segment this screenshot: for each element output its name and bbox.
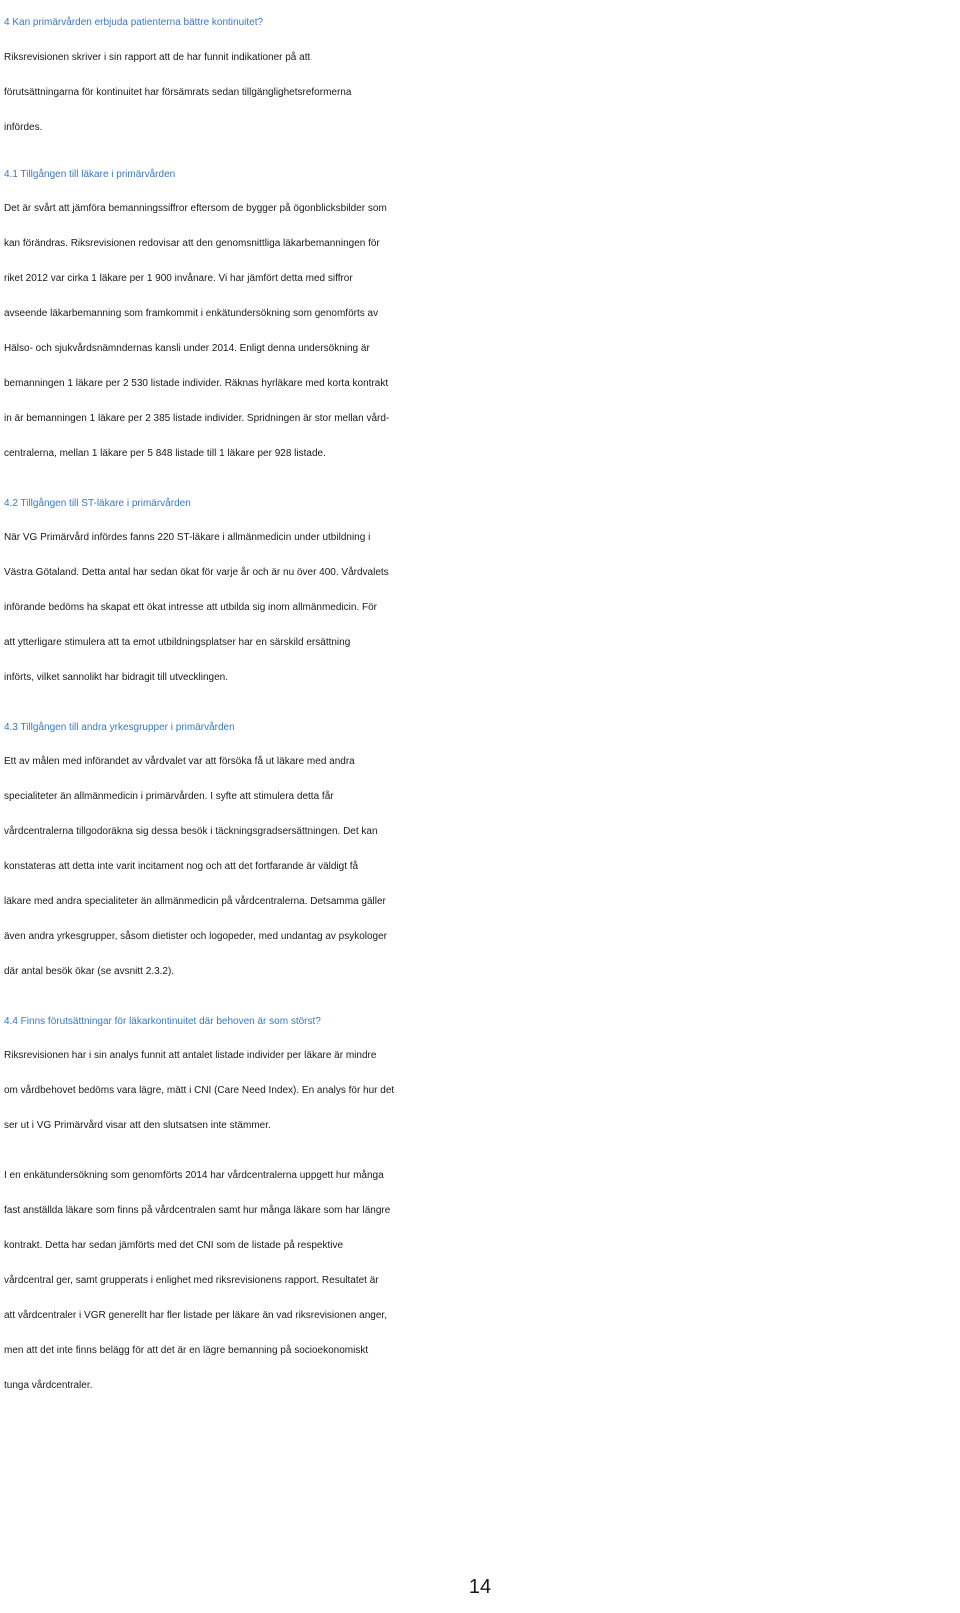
text-line: läkare med andra specialiteter än allmänmedicin på vårdcentralerna. Detsamma gäller	[4, 896, 386, 907]
text-line: Ett av målen med införandet av vårdvalet var att försöka få ut läkare med andra	[4, 756, 355, 767]
text-line: Västra Götaland. Detta antal har sedan ökat för varje år och är nu över 400. Vårdvalets	[4, 567, 389, 578]
text-line: även andra yrkesgrupper, såsom dietister och logopeder, med undantag av psykologer	[4, 931, 388, 942]
text-line: riket 2012 var cirka 1 läkare per 1 900 invånare. Vi har jämfört detta med siffror	[4, 273, 353, 284]
text-line: vårdcentral ger, samt grupperats i enlighet med riksrevisionens rapport. Resultatet är	[4, 1275, 379, 1286]
text-line: fast anställda läkare som finns på vårdcentralen samt hur många läkare som har längre	[4, 1205, 391, 1216]
text-line: om vårdbehovet bedöms vara lägre, mätt i CNI (Care Need Index). En analys för hur det	[4, 1085, 395, 1096]
page-number: 14	[468, 1576, 492, 1598]
section-heading-4-3: 4.3 Tillgången till andra yrkesgrupper i primärvården	[4, 722, 235, 733]
text-line: att ytterligare stimulera att ta emot utbildningsplatser har en särskild ersättning	[4, 637, 351, 648]
text-line: Hälso- och sjukvårdsnämndernas kansli under 2014. Enligt denna undersökning är	[4, 343, 370, 354]
section-4-4-paragraph-2	[4, 1158, 956, 1403]
text-line: införande bedöms ha skapat ett ökat intresse att utbilda sig inom allmänmedicin. För	[4, 602, 377, 613]
section-4-1-paragraph	[4, 191, 956, 471]
section-4-4-paragraph-1	[4, 1038, 956, 1143]
text-line: ser ut i VG Primärvård visar att den slutsatsen inte stämmer.	[4, 1120, 271, 1131]
text-line: in är bemanningen 1 läkare per 2 385 listade individer. Spridningen är stor mellan vård-	[4, 413, 390, 424]
text-line: avseende läkarbemanning som framkommit i enkätundersökning som genomförts av	[4, 308, 379, 319]
text-line: införts, vilket sannolikt har bidragit till utvecklingen.	[4, 672, 228, 683]
chapter-heading: 4 Kan primärvården erbjuda patienterna bättre kontinuitet?	[4, 17, 264, 28]
text-line: bemanningen 1 läkare per 2 530 listade individer. Räknas hyrläkare med korta kontrakt	[4, 378, 389, 389]
section-heading-4-4: 4.4 Finns förutsättningar för läkarkontinuitet där behoven är som störst?	[4, 1016, 321, 1027]
intro-paragraph	[4, 40, 956, 145]
text-line: där antal besök ökar (se avsnitt 2.3.2).	[4, 966, 175, 977]
section-4-2-paragraph	[4, 520, 956, 695]
text-line: Riksrevisionen har i sin analys funnit att antalet listade individer per läkare är mindre	[4, 1050, 377, 1061]
section-heading-4-1: 4.1 Tillgången till läkare i primärvården	[4, 169, 176, 180]
section-4-3-paragraph	[4, 744, 956, 989]
text-line: Det är svårt att jämföra bemanningssiffror eftersom de bygger på ögonblicksbilder som	[4, 203, 387, 214]
text-line: specialiteter än allmänmedicin i primärvården. I syfte att stimulera detta får	[4, 791, 334, 802]
text-line: förutsättningarna för kontinuitet har försämrats sedan tillgänglighetsreformerna	[4, 87, 352, 98]
text-line: kontrakt. Detta har sedan jämförts med det CNI som de listade på respektive	[4, 1240, 344, 1251]
text-line: men att det inte finns belägg för att det är en lägre bemanning på socioekonomiskt	[4, 1345, 369, 1356]
document-page	[4, 0, 956, 1403]
text-line: vårdcentralerna tillgodoräkna sig dessa besök i täckningsgradsersättningen. Det kan	[4, 826, 378, 837]
text-line: Riksrevisionen skriver i sin rapport att de har funnit indikationer på att	[4, 52, 311, 63]
section-heading-4-2: 4.2 Tillgången till ST-läkare i primärvården	[4, 498, 191, 509]
text-line: centralerna, mellan 1 läkare per 5 848 listade till 1 läkare per 928 listade.	[4, 448, 326, 459]
text-line: att vårdcentraler i VGR generellt har fler listade per läkare än vad riksrevisionen anger,	[4, 1310, 387, 1321]
text-line: I en enkätundersökning som genomförts 2014 har vårdcentralerna uppgett hur många	[4, 1170, 384, 1181]
text-line: kan förändras. Riksrevisionen redovisar att den genomsnittliga läkarbemanningen för	[4, 238, 380, 249]
text-line: konstateras att detta inte varit incitament nog och att det fortfarande är väldigt få	[4, 861, 359, 872]
text-line: tunga vårdcentraler.	[4, 1380, 93, 1391]
text-line: infördes.	[4, 122, 43, 133]
text-line: När VG Primärvård infördes fanns 220 ST-läkare i allmänmedicin under utbildning i	[4, 532, 371, 543]
